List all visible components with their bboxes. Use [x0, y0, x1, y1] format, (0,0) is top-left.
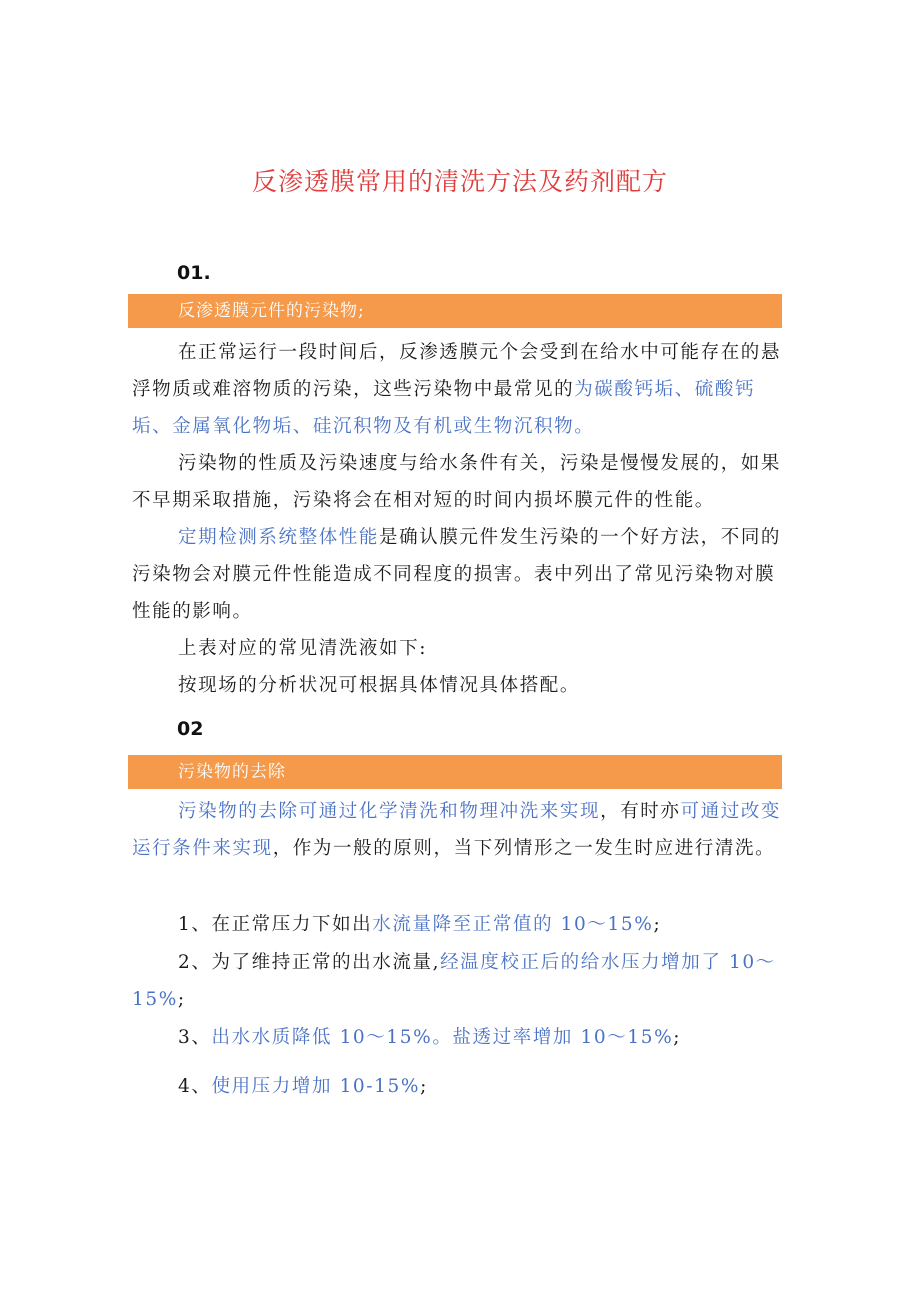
section-1-paragraph-5: 按现场的分析状况可根据具体情况具体搭配。 [178, 675, 581, 696]
list-item-highlight: 经温度校正后的给水压力增加了 10～15% [132, 952, 776, 1010]
highlighted-text: 污染物的去除可通过化学清洗和物理冲洗来实现 [178, 801, 601, 822]
highlighted-text: 为碳酸钙垢、硫酸钙垢、金属氧化物垢、硅沉积物及有机或生物沉积物。 [132, 379, 756, 437]
list-item [132, 944, 784, 1018]
list-item-highlight: 水流量降至正常值的 10～15% [372, 914, 654, 935]
highlighted-text: 定期检测系统整体性能 [178, 527, 380, 548]
section-1-paragraph-2: 污染物的性质及污染速度与给水条件有关，污染是慢慢发展的，如果不早期采取措施，污染将会在相对短的时间内损坏膜元件的性能。 [132, 453, 782, 511]
section-1-number: 01. [177, 262, 211, 284]
list-item-prefix: 4、 [178, 1076, 212, 1097]
section-1-heading-bar: 反渗透膜元件的污染物; [128, 294, 782, 328]
paragraph-text: ，有时亦 [600, 801, 681, 822]
section-1-paragraph-1 [132, 334, 784, 445]
paragraph-text: 在正常运行一段时间后，反渗透膜元个会受到在给水中可能存在的悬浮物质或难溶物质的污染，这些污染物中最常见的 [132, 342, 782, 400]
section-1-paragraph-3 [132, 519, 784, 630]
list-item-highlight: 出水水质降低 10～15%。盐透过率增加 10～15% [211, 1027, 674, 1048]
section-2-number: 02 [177, 718, 204, 740]
list-item-suffix: ; [653, 914, 662, 935]
list-item [132, 906, 784, 943]
list-item-suffix: ; [177, 989, 186, 1010]
list-item [132, 1019, 784, 1056]
paragraph-text: 是确认膜元件发生污染的一个好方法，不同的污染物会对膜元件性能造成不同程度的损害。表中列出了常见污染物对膜性能的影响。 [132, 527, 782, 622]
list-item-suffix: ; [673, 1027, 682, 1048]
list-item-suffix: ; [420, 1076, 428, 1097]
section-2-heading-bar: 污染物的去除 [128, 755, 782, 789]
list-item-prefix: 2、为了维持正常的出水流量, [178, 952, 441, 973]
list-item-highlight: 使用压力增加 10-15% [211, 1076, 421, 1097]
section-1-paragraph-4: 上表对应的常见清洗液如下: [178, 638, 428, 659]
highlighted-text: 可通过改变运行条件来实现 [132, 801, 782, 859]
list-item-prefix: 3、 [178, 1027, 212, 1048]
section-2-paragraph-1 [132, 793, 784, 867]
page-title: 反渗透膜常用的清洗方法及药剂配方 [251, 167, 668, 196]
list-item-prefix: 1、在正常压力下如出 [178, 914, 373, 935]
list-item [132, 1068, 784, 1105]
paragraph-text: ，作为一般的原则，当下列情形之一发生时应进行清洗。 [272, 838, 776, 859]
